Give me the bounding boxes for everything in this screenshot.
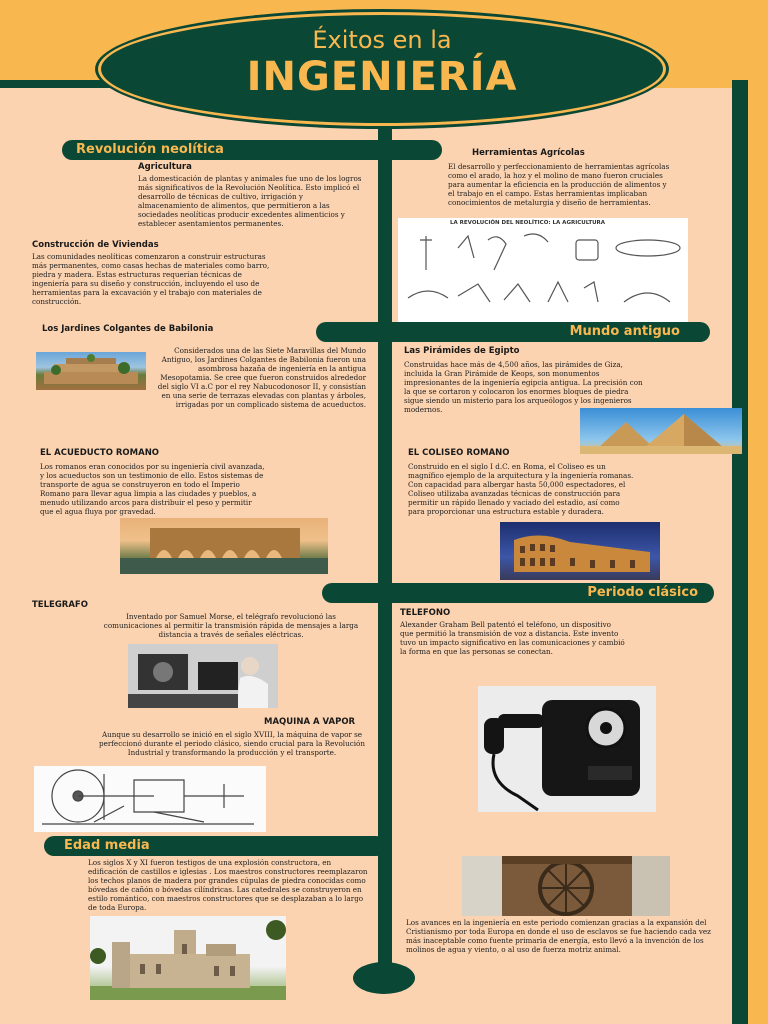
section-banner-neolithic: Revolución neolítica	[62, 140, 442, 160]
acueducto-text: Los romanos eran conocidos por su ingeniería civil avanzada, y los acueductos son un testimonio de ello. Estos sistemas de transporte de agua se construyeron en todo el Imperio Romano para llevar agua limpia a las ciudades y pueblos, a menudo utilizando arcos para distribuir el peso y permitir que el agua fluya por gravedad.	[40, 462, 265, 516]
jardines-text: Considerados una de las Siete Maravillas del Mundo Antiguo, los Jardines Colgantes de Babilonia fueron una asombrosa hazaña de ingeniería en la antigua Mesopotamia. Se cree que fueron construidos alrededor del siglo VI a.C por el rey Nabucodonosor II, y consistían en una serie de terrazas elevadas con plantas y árboles, irrigadas por un complicado sistema de acueductos.	[157, 346, 366, 409]
page-title: INGENIERÍA	[246, 54, 518, 100]
aqueduct-image	[120, 518, 328, 574]
coliseo-title: EL COLISEO ROMANO	[408, 448, 510, 458]
watermill-illustration	[462, 856, 670, 916]
vapor-title: MAQUINA A VAPOR	[264, 717, 356, 727]
viviendas-title: Construcción de Viviendas	[32, 240, 159, 250]
telegraph-image	[128, 644, 278, 708]
acueducto-title: EL ACUEDUCTO ROMANO	[40, 448, 160, 458]
agricultura-text: La domesticación de plantas y animales fue uno de los logros más significativos de la Revolución Neolítica. Esto implicó el desarrollo de técnicas de cultivo, irrigación y almacenamiento de alimentos, que permitieron a las sociedades neolíticas producir excedentes alimenticios y establecer asentamientos permanentes.	[138, 174, 362, 228]
vapor-text: Aunque su desarrollo se inició en el siglo XVIII, la máquina de vapor se perfeccionó durante el periodo clásico, siendo crucial para la Revolución Industrial y transformando la producción y el transporte.	[98, 730, 365, 757]
colosseum-image	[500, 522, 660, 580]
aqueduct-illustration	[120, 518, 328, 574]
pyramids-illustration	[580, 408, 742, 454]
telefono-text: Alexander Graham Bell patentó el teléfono, un dispositivo que permitió la transmisión de voz a distancia. Este invento tuvo un impacto significativo en las comunicaciones y cambió la forma en que las personas se conectan.	[400, 620, 625, 656]
section-banner-classical: Periodo clásico	[322, 583, 714, 603]
gardens-illustration	[36, 352, 146, 390]
agricultura-title: Agricultura	[138, 162, 192, 172]
title-subtitle: Éxitos en la	[312, 26, 452, 54]
herramientas-title: Herramientas Agrícolas	[472, 148, 585, 158]
viviendas-text: Las comunidades neolíticas comenzaron a construir estructuras más permanentes, como casas hechas de materiales como barro, piedra y madera. Estas estructuras requerían técnicas de ingeniería para su diseño y construcción, incluyendo el uso de herramientas para la excavación y el trabajo con materiales de construcción.	[32, 252, 270, 306]
piramides-title: Las Pirámides de Egipto	[404, 346, 520, 356]
pyramids-image	[580, 408, 742, 454]
church-illustration	[90, 916, 286, 1000]
tools-illustration	[398, 218, 688, 322]
herramientas-text: El desarrollo y perfeccionamiento de herramientas agrícolas como el arado, la hoz y el molino de mano fueron cruciales para aumentar la eficiencia en la producción de alimentos y el trabajo en el campo. Estas herramientas implicaban conocimientos de metalurgia y diseño de herramientas.	[448, 162, 670, 207]
hanging-gardens-image	[36, 352, 146, 390]
piramides-text: Construidas hace más de 4,500 años, las pirámides de Giza, incluida la Gran Pirámide de Keops, son monumentos impresionantes de la ingeniería egipcia antigua. La precisión con la que se cortaron y colocaron los enormes bloques de piedra sigue siendo un misterio para los arqueólogos y los ingenieros modernos.	[404, 360, 643, 414]
neolithic-tools-image	[398, 218, 688, 322]
colosseum-illustration	[500, 522, 660, 580]
section-banner-ancient: Mundo antiguo	[316, 322, 710, 342]
telephone-image	[478, 686, 656, 812]
medieval-text-1: Los siglos X y XI fueron testigos de una explosión constructora, en edificación de castillos e iglesias . Los maestros constructores reemplazaron los techos planos de madera por grandes cúpulas de piedra conocidas como bóvedas de cañón o bóvedas cilíndricas. Las catedrales se construyeron en estilo romántico, con maestros constructores que se desplazaban a lo largo de toda Europa.	[88, 858, 368, 912]
section-banner-medieval: Edad media	[44, 836, 386, 856]
right-border	[732, 80, 748, 1024]
telegrafo-title: TELEGRAFO	[32, 600, 88, 610]
telephone-illustration	[478, 686, 656, 812]
timeline-end-knob	[353, 962, 415, 994]
romanesque-church-image	[90, 916, 286, 1000]
coliseo-text: Construido en el siglo I d.C. en Roma, el Coliseo es un magnífico ejemplo de la arquitectura y la ingeniería romanas. Con capacidad para albergar hasta 50,000 espectadores, el Coliseo utilizaba avanzadas técnicas de construcción para permitir un rápido llenado y vaciado del estadio, así como para proporcionar una estructura estable y duradera.	[408, 462, 634, 516]
image-caption: LA REVOLUCIÓN DEL NEOLÍTICO: LA AGRICULTURA	[450, 220, 606, 226]
medieval-text-2: Los avances en la ingeniería en este periodo comienzan gracias a la expansión del Cristianismo por toda Europa en donde el uso de esclavos se fue haciendo cada vez más inaceptable como fuente primaria de energía, esto llevó a la invención de los molinos de agua y viento, o al uso de fuerza motriz animal.	[406, 918, 711, 954]
telegrafo-text: Inventado por Samuel Morse, el telégrafo revolucionó las comunicaciones al permitir la transmisión rápida de mensajes a larga distancia a través de señales eléctricas.	[103, 612, 359, 639]
steam-engine-image	[34, 766, 266, 832]
telegraph-illustration	[128, 644, 278, 708]
steam-engine-illustration	[34, 766, 266, 832]
jardines-title: Los Jardines Colgantes de Babilonia	[42, 324, 214, 334]
telefono-title: TELEFONO	[400, 608, 451, 618]
watermill-image	[462, 856, 670, 916]
